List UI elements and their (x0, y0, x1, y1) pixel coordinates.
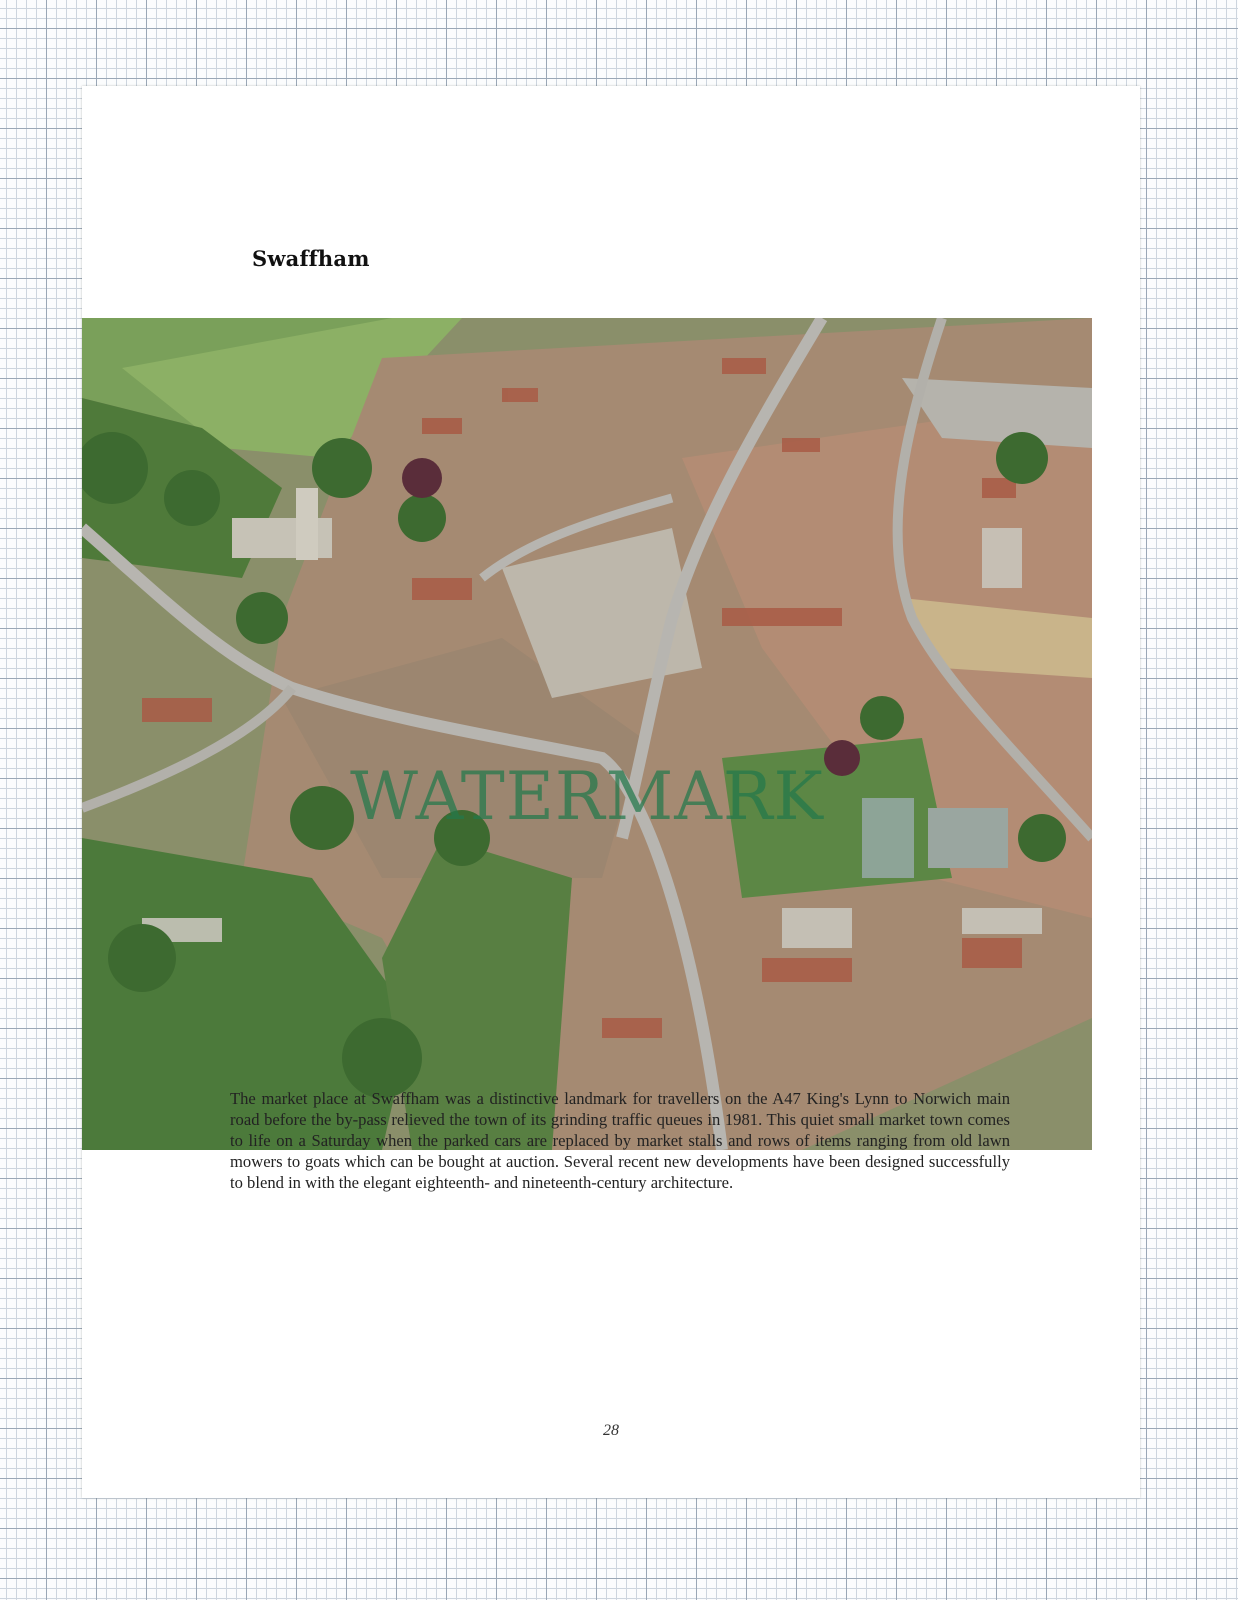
article-caption: The market place at Swaffham was a distinctive landmark for travellers on the A47 King's Lynn to Norwich main road before the by-pass relieved the town of its grinding traffic queues in 1981. This quiet small market town comes to life on a Saturday when the parked cars are replaced by market stalls and rows of items ranging from old lawn mowers to goats which can be bought at auction. Several recent new developments have been designed successfully to blend in with the elegant eighteenth- and nineteenth-century architecture. (230, 1089, 1010, 1192)
article-title: Swaffham (252, 246, 370, 271)
page-number: 28 (603, 1422, 619, 1439)
magazine-page (82, 86, 1140, 1498)
aerial-photo (82, 318, 1092, 1150)
aerial-town-image (82, 318, 1092, 1150)
watermark-text: WATERMARK (350, 758, 824, 835)
